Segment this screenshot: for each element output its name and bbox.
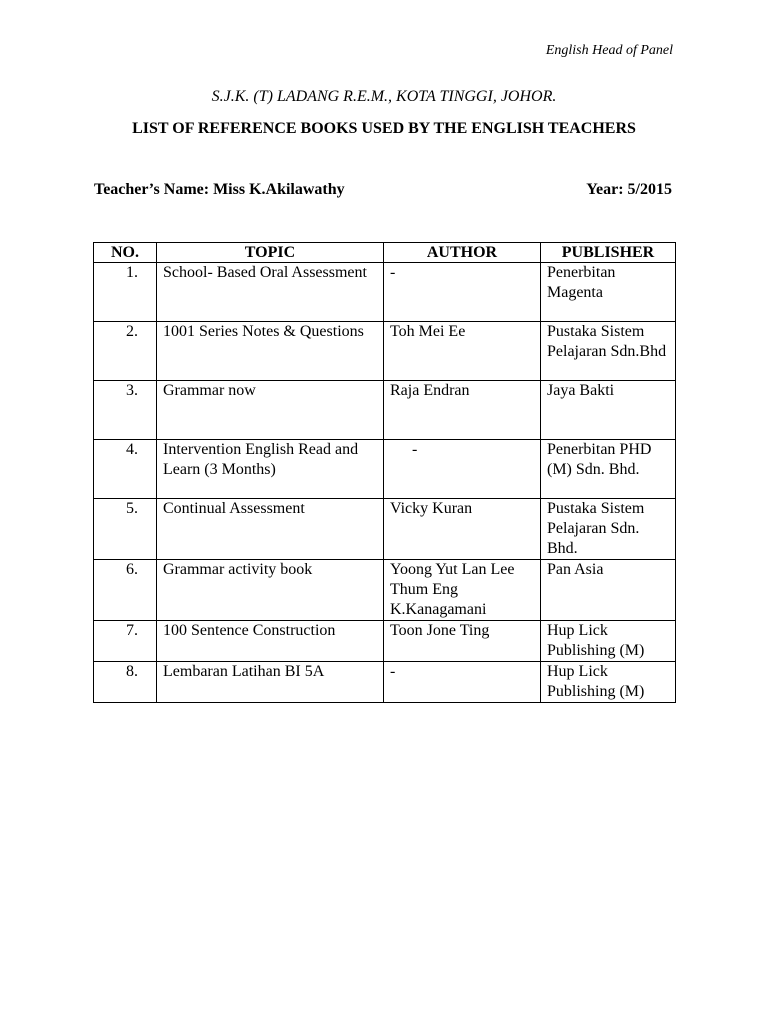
row-publisher: Pan Asia [541,560,676,621]
row-number: 5. [94,499,157,560]
row-author: Vicky Kuran [384,499,541,560]
row-number: 8. [94,662,157,703]
row-author: Toon Jone Ting [384,621,541,662]
row-author: Raja Endran [384,381,541,440]
row-number: 7. [94,621,157,662]
row-publisher: Hup Lick Publishing (M) [541,621,676,662]
row-publisher: Pustaka Sistem Pelajaran Sdn. Bhd. [541,499,676,560]
row-author: - [384,662,541,703]
row-publisher: Penerbitan PHD (M) Sdn. Bhd. [541,440,676,499]
row-topic: School- Based Oral Assessment [157,263,384,322]
row-publisher: Pustaka Sistem Pelajaran Sdn.Bhd [541,322,676,381]
column-header-author: AUTHOR [384,243,541,263]
reference-books-table [93,242,676,703]
row-author: - [384,440,541,499]
row-topic: Continual Assessment [157,499,384,560]
row-number: 6. [94,560,157,621]
column-header-no: NO. [94,243,157,263]
row-topic: Intervention English Read and Learn (3 Months) [157,440,384,499]
school-name: S.J.K. (T) LADANG R.E.M., KOTA TINGGI, JOHOR. [211,88,557,105]
table-row [94,621,676,662]
table-row [94,381,676,440]
row-author: Toh Mei Ee [384,322,541,381]
column-header-publisher: PUBLISHER [541,243,676,263]
table-header-row [94,243,676,263]
column-header-topic: TOPIC [157,243,384,263]
table-row [94,263,676,322]
row-publisher: Hup Lick Publishing (M) [541,662,676,703]
table-row [94,440,676,499]
row-number: 3. [94,381,157,440]
row-number: 1. [94,263,157,322]
row-number: 4. [94,440,157,499]
document-title: LIST OF REFERENCE BOOKS USED BY THE ENGLISH TEACHERS [132,120,636,137]
table-row [94,560,676,621]
row-author: Yoong Yut Lan Lee Thum Eng K.Kanagamani [384,560,541,621]
row-publisher: Penerbitan Magenta [541,263,676,322]
row-publisher: Jaya Bakti [541,381,676,440]
row-topic: 1001 Series Notes & Questions [157,322,384,381]
header-note: English Head of Panel [545,43,673,58]
row-topic: Lembaran Latihan BI 5A [157,662,384,703]
row-author: - [384,263,541,322]
year-label: Year: 5/2015 [586,181,672,198]
row-number: 2. [94,322,157,381]
table-row [94,322,676,381]
row-topic: Grammar activity book [157,560,384,621]
teacher-line [94,181,672,199]
table-row [94,662,676,703]
teacher-name: Teacher’s Name: Miss K.Akilawathy [94,181,345,198]
row-topic: 100 Sentence Construction [157,621,384,662]
table-row [94,499,676,560]
row-topic: Grammar now [157,381,384,440]
